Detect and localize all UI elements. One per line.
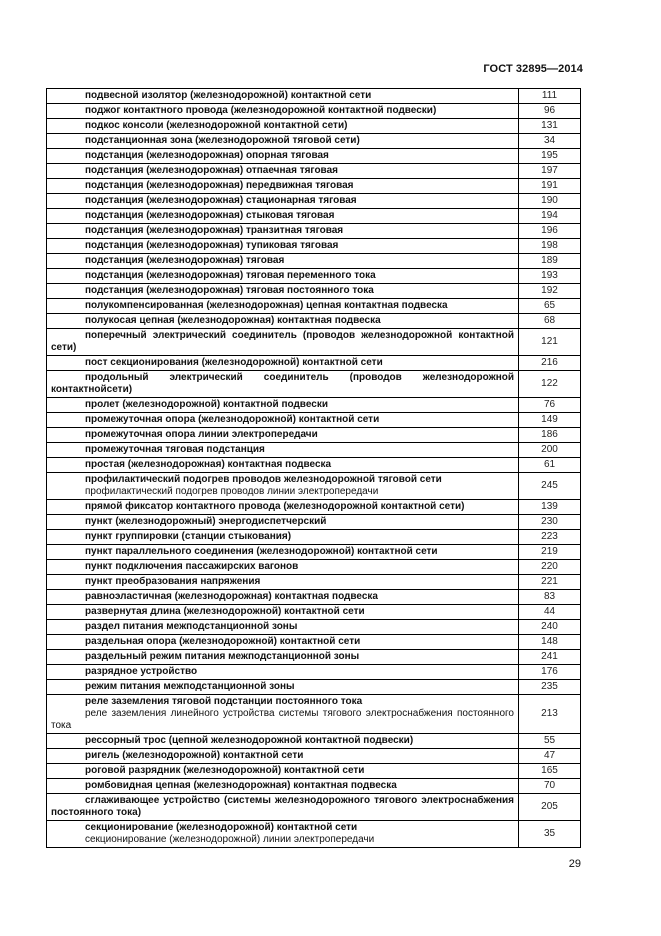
article-number-cell: 193 [519, 269, 581, 284]
term-cell [47, 239, 519, 254]
term-text: подстанция (железнодорожная) тяговая постоянного тока [85, 285, 374, 296]
article-number-cell: 191 [519, 179, 581, 194]
table-row [47, 398, 581, 413]
term-text: разрядное устройство [85, 666, 198, 677]
term-text: пост секционирования (железнодорожной) контактной сети [85, 357, 383, 368]
article-number-cell: 192 [519, 284, 581, 299]
article-number-cell: 197 [519, 164, 581, 179]
term-text: полукосая цепная (железнодорожная) контактная подвеска [85, 315, 381, 326]
article-number-cell: 223 [519, 530, 581, 545]
table-row [47, 89, 581, 104]
term-cell [47, 194, 519, 209]
term-text: промежуточная опора (железнодорожной) контактной сети [85, 414, 380, 425]
term-synonym-text: профилактический подогрев проводов линии электропередачи [85, 486, 379, 497]
term-index-table [46, 88, 581, 848]
table-row [47, 680, 581, 695]
table-row [47, 371, 581, 398]
term-text: роговой разрядник (железнодорожной) контактной сети [85, 765, 365, 776]
term-text: простая (железнодорожная) контактная подвеска [85, 459, 332, 470]
article-number-cell: 235 [519, 680, 581, 695]
term-cell [47, 665, 519, 680]
table-row [47, 254, 581, 269]
term-cell [47, 428, 519, 443]
term-cell [47, 545, 519, 560]
term-cell [47, 149, 519, 164]
term-cell [47, 695, 519, 734]
term-text: пункт группировки (станции стыкования) [85, 531, 292, 542]
term-cell [47, 515, 519, 530]
term-cell [47, 119, 519, 134]
article-number-cell: 111 [519, 89, 581, 104]
term-cell [47, 620, 519, 635]
table-row [47, 239, 581, 254]
term-cell [47, 794, 519, 821]
table-row [47, 620, 581, 635]
term-cell [47, 575, 519, 590]
term-text: пункт преобразования напряжения [85, 576, 261, 587]
table-row [47, 545, 581, 560]
table-row [47, 665, 581, 680]
term-text: раздельная опора (железнодорожной) контактной сети [85, 636, 361, 647]
term-text: ригель (железнодорожной) контактной сети [85, 750, 304, 761]
table-row [47, 650, 581, 665]
table-row [47, 314, 581, 329]
term-cell [47, 89, 519, 104]
term-cell [47, 224, 519, 239]
table-row [47, 428, 581, 443]
term-cell [47, 284, 519, 299]
article-number-cell: 65 [519, 299, 581, 314]
term-text: секционирование (железнодорожной) контактной сети [85, 822, 358, 833]
article-number-cell: 121 [519, 329, 581, 356]
article-number-cell: 47 [519, 749, 581, 764]
term-text: пункт (железнодорожный) энергодиспетчерский [85, 516, 327, 527]
article-number-cell: 245 [519, 473, 581, 500]
article-number-cell: 44 [519, 605, 581, 620]
table-row [47, 635, 581, 650]
term-synonym-text: секционирование (железнодорожной) линии электропередачи [85, 834, 375, 845]
term-text: подстанция (железнодорожная) тупиковая тяговая [85, 240, 339, 251]
term-cell [47, 458, 519, 473]
term-cell [47, 134, 519, 149]
table-row [47, 749, 581, 764]
table-row [47, 560, 581, 575]
article-number-cell: 131 [519, 119, 581, 134]
article-number-cell: 194 [519, 209, 581, 224]
table-row [47, 443, 581, 458]
table-row [47, 164, 581, 179]
term-cell [47, 254, 519, 269]
article-number-cell: 186 [519, 428, 581, 443]
term-cell [47, 356, 519, 371]
table-row [47, 575, 581, 590]
article-number-cell: 220 [519, 560, 581, 575]
table-row [47, 209, 581, 224]
term-text: подкос консоли (железнодорожной контактной сети) [85, 120, 348, 131]
term-cell [47, 635, 519, 650]
article-number-cell: 190 [519, 194, 581, 209]
article-number-cell: 176 [519, 665, 581, 680]
term-text: пункт параллельного соединения (железнодорожной) контактной сети [85, 546, 438, 557]
article-number-cell: 200 [519, 443, 581, 458]
term-cell [47, 299, 519, 314]
document-code: ГОСТ 32895—2014 [483, 63, 583, 75]
term-text: рессорный трос (цепной железнодорожной контактной подвески) [85, 735, 414, 746]
table-row [47, 299, 581, 314]
table-row [47, 104, 581, 119]
article-number-cell: 34 [519, 134, 581, 149]
term-text: пролет (железнодорожной) контактной подвески [85, 399, 328, 410]
term-cell [47, 560, 519, 575]
article-number-cell: 196 [519, 224, 581, 239]
term-text: подстанция (железнодорожная) транзитная тяговая [85, 225, 344, 236]
table-row [47, 458, 581, 473]
term-text: раздел питания межподстанционной зоны [85, 621, 298, 632]
article-number-cell: 35 [519, 821, 581, 848]
term-cell [47, 605, 519, 620]
term-cell [47, 749, 519, 764]
table-row [47, 515, 581, 530]
table-row [47, 194, 581, 209]
table-row [47, 149, 581, 164]
table-row [47, 821, 581, 848]
table-row [47, 590, 581, 605]
table-row [47, 413, 581, 428]
term-text: подстанция (железнодорожная) тяговая переменного тока [85, 270, 376, 281]
table-row [47, 269, 581, 284]
table-row [47, 764, 581, 779]
article-number-cell: 61 [519, 458, 581, 473]
article-number-cell: 241 [519, 650, 581, 665]
term-cell [47, 821, 519, 848]
term-cell [47, 269, 519, 284]
term-text: промежуточная опора линии электропередачи [85, 429, 318, 440]
term-text: развернутая длина (железнодорожной) контактной сети [85, 606, 365, 617]
table-row [47, 134, 581, 149]
article-number-cell: 219 [519, 545, 581, 560]
article-number-cell: 189 [519, 254, 581, 269]
term-cell [47, 530, 519, 545]
term-text: сглаживающее устройство (системы железнодорожного тягового электроснабжения постоянного тока) [51, 795, 514, 818]
term-cell [47, 104, 519, 119]
article-number-cell: 149 [519, 413, 581, 428]
table-row [47, 605, 581, 620]
term-text: подстанция (железнодорожная) опорная тяговая [85, 150, 329, 161]
article-number-cell: 230 [519, 515, 581, 530]
term-cell [47, 329, 519, 356]
term-cell [47, 500, 519, 515]
article-number-cell: 216 [519, 356, 581, 371]
term-cell [47, 680, 519, 695]
term-cell [47, 314, 519, 329]
term-text: продольный электрический соединитель (проводов железнодорожной контактнойсети) [51, 372, 514, 395]
article-number-cell: 96 [519, 104, 581, 119]
term-cell [47, 209, 519, 224]
term-text: подвесной изолятор (железнодорожной) контактной сети [85, 90, 372, 101]
page-number: 29 [568, 858, 581, 870]
term-text: реле заземления тяговой подстанции постоянного тока [85, 696, 363, 707]
table-row [47, 794, 581, 821]
term-cell [47, 443, 519, 458]
article-number-cell: 139 [519, 500, 581, 515]
article-number-cell: 148 [519, 635, 581, 650]
term-cell [47, 164, 519, 179]
term-text: подстанция (железнодорожная) тяговая [85, 255, 285, 266]
article-number-cell: 76 [519, 398, 581, 413]
table-row [47, 356, 581, 371]
table-row [47, 473, 581, 500]
table-row [47, 119, 581, 134]
term-text: режим питания межподстанционной зоны [85, 681, 295, 692]
term-text: подстанция (железнодорожная) стыковая тяговая [85, 210, 335, 221]
table-row [47, 179, 581, 194]
term-cell [47, 590, 519, 605]
term-text: подстанция (железнодорожная) стационарная тяговая [85, 195, 357, 206]
article-number-cell: 198 [519, 239, 581, 254]
term-text: прямой фиксатор контактного провода (железнодорожной контактной сети) [85, 501, 465, 512]
term-cell [47, 413, 519, 428]
table-row [47, 284, 581, 299]
term-text: поперечный электрический соединитель (проводов железнодорожной контактной сети) [51, 330, 514, 353]
table-row [47, 224, 581, 239]
term-cell [47, 779, 519, 794]
table-row [47, 695, 581, 734]
article-number-cell: 55 [519, 734, 581, 749]
term-synonym-text: реле заземления линейного устройства системы тягового электроснабжения постоянного тока [51, 708, 514, 731]
term-text: подстанция (железнодорожная) отпаечная тяговая [85, 165, 338, 176]
article-number-cell: 68 [519, 314, 581, 329]
article-number-cell: 205 [519, 794, 581, 821]
table-row [47, 779, 581, 794]
term-text: полукомпенсированная (железнодорожная) цепная контактная подвеска [85, 300, 448, 311]
term-text: ромбовидная цепная (железнодорожная) контактная подвеска [85, 780, 397, 791]
term-text: пункт подключения пассажирских вагонов [85, 561, 299, 572]
article-number-cell: 83 [519, 590, 581, 605]
table-row [47, 500, 581, 515]
term-cell [47, 398, 519, 413]
term-text: подстанционная зона (железнодорожной тяговой сети) [85, 135, 360, 146]
term-cell [47, 764, 519, 779]
article-number-cell: 195 [519, 149, 581, 164]
table-row [47, 329, 581, 356]
term-text: раздельный режим питания межподстанционной зоны [85, 651, 360, 662]
article-number-cell: 122 [519, 371, 581, 398]
table-row [47, 530, 581, 545]
term-index-body [47, 89, 581, 848]
term-cell [47, 734, 519, 749]
term-cell [47, 371, 519, 398]
term-text: равноэластичная (железнодорожная) контактная подвеска [85, 591, 378, 602]
term-text: профилактический подогрев проводов железнодорожной тяговой сети [85, 474, 442, 485]
term-text: подстанция (железнодорожная) передвижная тяговая [85, 180, 354, 191]
article-number-cell: 221 [519, 575, 581, 590]
term-cell [47, 179, 519, 194]
article-number-cell: 165 [519, 764, 581, 779]
term-text: промежуточная тяговая подстанция [85, 444, 265, 455]
article-number-cell: 70 [519, 779, 581, 794]
article-number-cell: 213 [519, 695, 581, 734]
term-cell [47, 650, 519, 665]
term-text: поджог контактного провода (железнодорожной контактной подвески) [85, 105, 437, 116]
table-row [47, 734, 581, 749]
article-number-cell: 240 [519, 620, 581, 635]
term-cell [47, 473, 519, 500]
